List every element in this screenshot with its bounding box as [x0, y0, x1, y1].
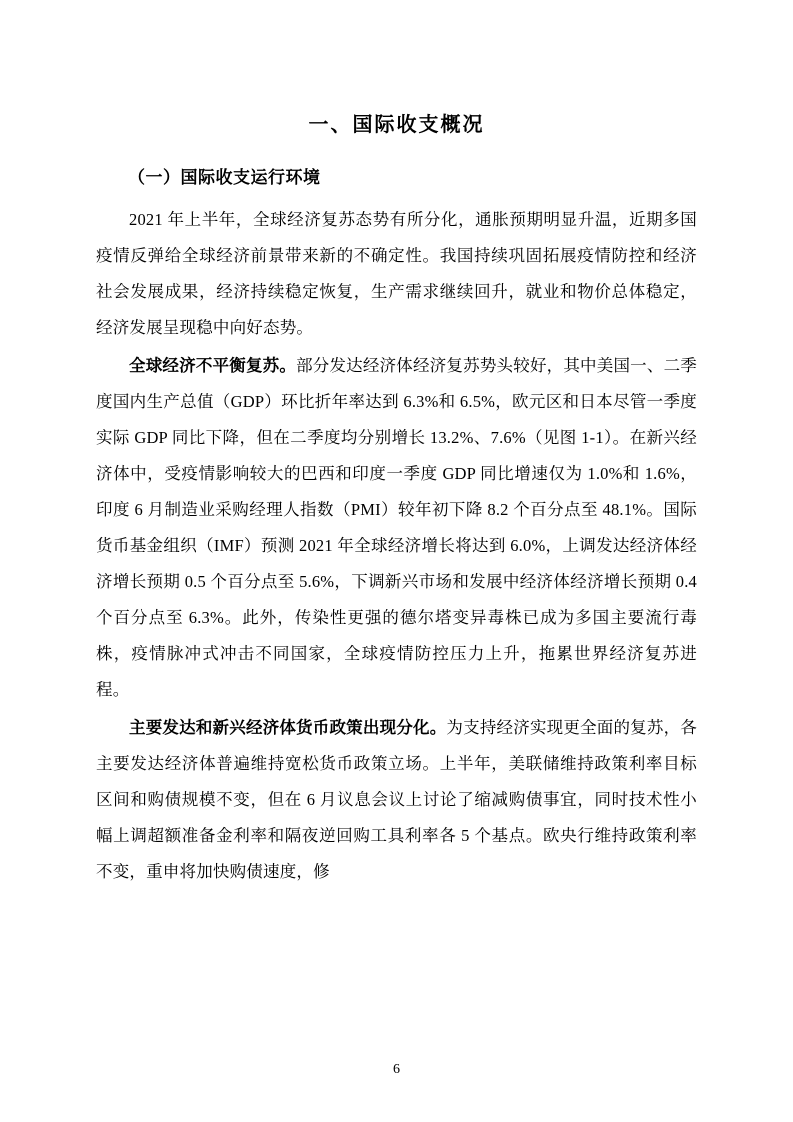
paragraph-2	[96, 348, 697, 708]
paragraph-3	[96, 710, 697, 890]
page-number: 6	[393, 1062, 400, 1077]
page-title: 一、国际收支概况	[308, 114, 485, 136]
section-heading: （一）国际收支运行环境	[128, 168, 321, 187]
paragraph-3-text: 为支持经济实现更全面的复苏，各主要发达经济体普遍维持宽松货币政策立场。上半年，美联储维持政策利率目标区间和购债规模不变，但在 6 月议息会议上讨论了缩减购债事宜，同时技术性小幅上调超额准备金利率和隔夜逆回购工具利率各 5 个基点。欧央行维持政策利率不变，重申将加快购债速度，修	[96, 718, 698, 881]
paragraph-3-lead: 主要发达和新兴经济体货币政策出现分化。	[129, 718, 447, 737]
paragraph-1	[96, 202, 697, 346]
paragraph-1-text: 2021 年上半年，全球经济复苏态势有所分化，通胀预期明显升温，近期多国疫情反弹给全球经济前景带来新的不确定性。我国持续巩固拓展疫情防控和经济社会发展成果，经济持续稳定恢复，生产需求继续回升，就业和物价总体稳定，经济发展呈现稳中向好态势。	[96, 210, 697, 337]
paragraph-2-lead: 全球经济不平衡复苏。	[129, 356, 297, 375]
paragraph-2-text: 部分发达经济体经济复苏势头较好，其中美国一、二季度国内生产总值（GDP）环比折年率达到 6.3%和 6.5%，欧元区和日本尽管一季度实际 GDP 同比下降，但在二季度均分别增长 13.2%、7.6%（见图 1-1）。在新兴经济体中，受疫情影响较大的巴西和印度一季度 GDP 同比增速仅为 1.0%和 1.6%，印度 6 月制造业采购经理人指数（PMI）较年初下降 8.2 个百分点至 48.1%。国际货币基金组织（IMF）预测 2021 年全球经济增长将达到 6.0%，上调发达经济体经济增长预期 0.5 个百分点至 5.6%，下调新兴市场和发展中经济体经济增长预期 0.4 个百分点至 6.3%。此外，传染性更强的德尔塔变异毒株已成为多国主要流行毒株，疫情脉冲式冲击不同国家，全球疫情防控压力上升，拖累世界经济复苏进程。	[96, 356, 697, 699]
